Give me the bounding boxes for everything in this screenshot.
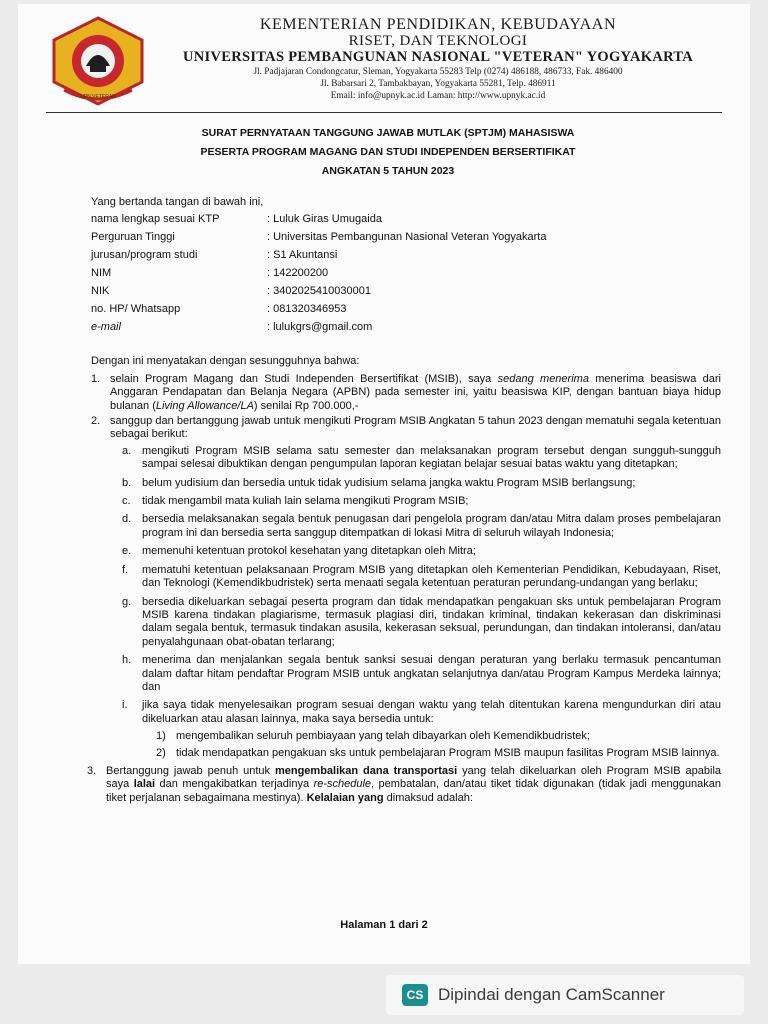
camscanner-badge	[386, 975, 744, 1015]
clause-text: sanggup dan bertanggung jawab untuk mengikuti Program MSIB Angkatan 5 tahun 2023 dengan mematuhi segala ketentuan sebagai berikut:	[110, 415, 721, 441]
letterhead-ministry: KEMENTERIAN PENDIDIKAN, KEBUDAYAAN	[259, 16, 617, 33]
list-item: a. mengikuti Program MSIB selama satu semester dan melaksanakan program tersebut dengan sungguh-sungguh sampai selesai dibuktikan dengan pengumpulan laporan kegiatan belajar sesuai batas waktu yang ditetapkan;	[122, 444, 721, 471]
list-item: c. tidak mengambil mata kuliah lain selama mengikuti Program MSIB;	[122, 495, 469, 508]
identity-key: NIM	[91, 267, 112, 280]
list-item: g. bersedia dikeluarkan sebagai peserta program dan tidak mendapatkan pengakuan sks untuk pembelajaran Program MSIB karena tindakan plagiarisme, termasuk plagiasi diri, tindakan kriminal, tindakan kekerasan dan diskriminasi dalam segala bentuk, termasuk tindakan asusila, kekerasan seksual, perundungan, dan tindakan intoleransi, dan/atau penyalahgunaan obat-obatan terlarang;	[122, 595, 721, 648]
identity-row	[91, 213, 546, 231]
identity-value: : 142200200	[267, 267, 329, 280]
identity-value: : 3402025410030001	[267, 285, 371, 298]
letterhead-university: UNIVERSITAS PEMBANGUNAN NASIONAL "VETERAN" YOGYAKARTA	[182, 49, 694, 65]
clause-number: 1.	[91, 372, 101, 385]
identity-row	[91, 321, 546, 339]
sub-list-item: 2) tidak mendapatkan pengakuan sks untuk pembelajaran Program MSIB maupun fasilitas Program MSIB lainnya.	[156, 746, 720, 759]
document-title	[58, 124, 718, 181]
declaration-intro: Dengan ini menyatakan dengan sesungguhnya bahwa:	[91, 355, 360, 368]
identity-value: : S1 Akuntansi	[267, 249, 338, 262]
clause-2-list	[110, 445, 721, 760]
camscanner-icon: CS	[402, 984, 428, 1006]
university-logo	[46, 16, 150, 106]
page-number: Halaman 1 dari 2	[340, 919, 428, 931]
list-item: i. jika saya tidak menyelesaikan program sesuai dengan waktu yang telah ditentukan karena mengundurkan diri atau dikeluarkan atau alasan lainnya, maka saya bersedia untuk: 1) mengembalikan seluruh pembiayaan yang telah dibayarkan oleh Kemendikbudristek; 2) tidak mendapatkan pengakuan sks untuk pembelajaran Program MSIB maupun fasilitas Program MSIB lainnya.	[122, 699, 721, 759]
letterhead-divider	[46, 112, 722, 113]
identity-row	[91, 285, 546, 303]
identity-row	[91, 303, 546, 321]
identity-row	[91, 231, 546, 249]
identity-value: : Luluk Giras Umugaida	[267, 213, 382, 226]
title-line-1: SURAT PERNYATAAN TANGGUNG JAWAB MUTLAK (SPTJM) MAHASISWA	[201, 127, 575, 139]
list-item: f. mematuhi ketentuan pelaksanaan Program MSIB yang ditetapkan oleh Kementerian Pendidikan, Kebudayaan, Riset, dan Teknologi (Kemendikbudristek) serta menaati segala ketentuan peraturan perundang-undangan yang berlaku;	[122, 563, 721, 590]
letterhead-contact: Email: info@upnyk.ac.id Laman: http://www.upnyk.ac.id	[330, 91, 546, 101]
identity-key: e-mail	[91, 321, 121, 334]
intro-text: Yang bertanda tangan di bawah ini,	[91, 196, 264, 208]
letterhead-address-1: Jl. Padjajaran Condongcatur, Sleman, Yogyakarta 55283 Telp (0274) 486188, 486733, Fak. 486400	[253, 67, 623, 77]
camscanner-label: Dipindai dengan CamScanner	[438, 985, 665, 1004]
identity-key: jurusan/program studi	[91, 249, 198, 262]
identity-value: : lulukgrs@gmail.com	[267, 321, 373, 334]
letterhead	[158, 16, 718, 102]
list-item: d. bersedia melaksanakan segala bentuk penugasan dari pengelola program dan/atau Mitra dalam proses pembelajaran program ini dan bersedia serta sanggup ditempatkan di lokasi Mitra di seluruh wilayah Indonesia;	[122, 513, 721, 539]
letterhead-address-2: Jl. Babarsari 2, Tambakbayan, Yogyakarta 55281, Telp. 486911	[320, 79, 556, 89]
svg-text:UPN VETERAN: UPN VETERAN	[80, 94, 116, 100]
list-item: b. belum yudisium dan bersedia untuk tidak yudisium selama jangka waktu Program MSIB berlangsung;	[122, 476, 636, 489]
title-line-2: PESERTA PROGRAM MAGANG DAN STUDI INDEPENDEN BERSERTIFIKAT	[200, 146, 576, 158]
identity-value: : 081320346953	[267, 303, 347, 316]
clause-number: 2.	[91, 415, 101, 428]
clause-3	[87, 765, 721, 805]
sub-list	[142, 730, 721, 760]
identity-row	[91, 249, 546, 267]
document-body	[87, 196, 722, 805]
sub-list-item: 1) mengembalikan seluruh pembiayaan yang telah dibayarkan oleh Kemendikbudristek;	[156, 730, 590, 743]
identity-key: Perguruan Tinggi	[91, 231, 175, 244]
clause-2	[91, 415, 721, 760]
title-line-3: ANGKATAN 5 TAHUN 2023	[321, 165, 455, 177]
identity-key: no. HP/ Whatsapp	[91, 303, 181, 316]
clause-text: Bertanggung jawab penuh untuk mengembalikan dana transportasi yang telah dikeluarkan oleh Program MSIB apabila saya lalai dan mengakibatkan terjadinya re-schedule, pembatalan, dan/atau tiket tidak digunakan (tidak jadi menggunakan tiket perjalanan sebagaimana mestinya). Kelalaian yang dimaksud adalah:	[106, 764, 722, 804]
letterhead-ministry-2: RISET, DAN TEKNOLOGI	[348, 33, 528, 49]
identity-key: NIK	[91, 285, 110, 298]
list-item: e. memenuhi ketentuan protokol kesehatan yang ditetapkan oleh Mitra;	[122, 545, 476, 558]
identity-value: : Universitas Pembangunan Nasional Veteran Yogyakarta	[267, 231, 547, 244]
clause-1	[91, 373, 721, 413]
identity-key: nama lengkap sesuai KTP	[91, 213, 220, 226]
list-item: h. menerima dan menjalankan segala bentuk sanksi sesuai dengan peraturan yang berlaku termasuk pencantuman dalam daftar hitam pendaftar Program MSIB untuk angkatan selanjutnya dan/atau Program Kampus Merdeka lainnya; dan	[122, 654, 721, 693]
identity-table	[91, 213, 546, 339]
identity-row	[91, 267, 546, 285]
clause-number: 3.	[87, 764, 97, 777]
document-page	[18, 4, 750, 964]
clause-text: selain Program Magang dan Studi Independen Bersertifikat (MSIB), saya sedang menerima menerima beasiswa dari Anggaran Pendapatan dan Belanja Negara (APBN) pada semester ini, yaitu beasiswa KIP, dengan bantuan biaya hidup bulanan (Living Allowance/LA) senilai Rp 700.000,-	[110, 372, 721, 412]
